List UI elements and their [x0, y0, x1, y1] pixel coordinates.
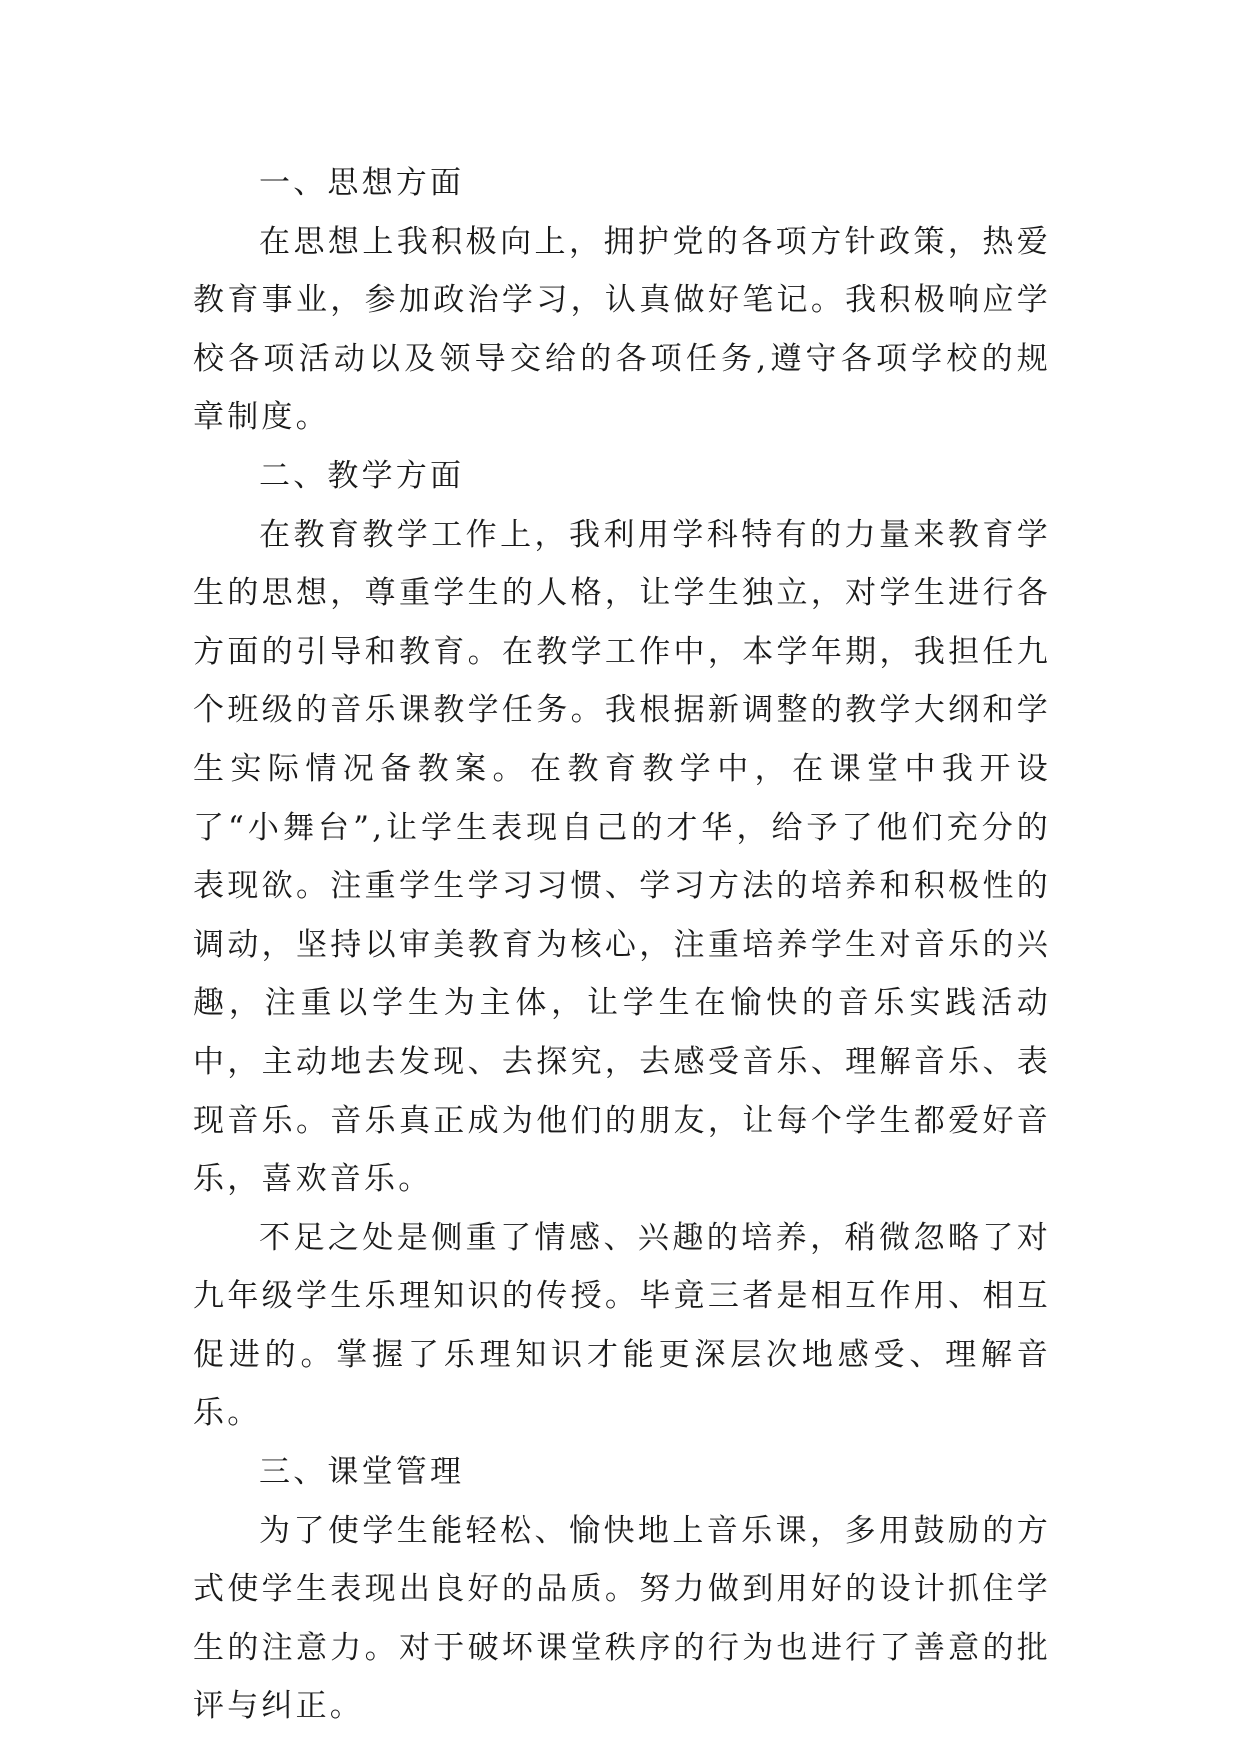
paragraph-teaching-shortcomings: 不足之处是侧重了情感、兴趣的培养，稍微忽略了对九年级学生乐理知识的传授。毕竟三者是相互作用、相互促进的。掌握了乐理知识才能更深层次地感受、理解音乐。: [193, 1219, 1051, 1432]
paragraph-thought: 在思想上我积极向上，拥护党的各项方针政策，热爱教育事业，参加政治学习，认真做好笔记。我积极响应学校各项活动以及领导交给的各项任务,遵守各项学校的规章制度。: [193, 223, 1051, 436]
document-body: [193, 154, 1051, 1736]
paragraph-classroom: 为了使学生能轻松、愉快地上音乐课，多用鼓励的方式使学生表现出良好的品质。努力做到用好的设计抓住学生的注意力。对于破坏课堂秩序的行为也进行了善意的批评与纠正。: [193, 1512, 1051, 1725]
paragraph-teaching: 在教育教学工作上，我利用学科特有的力量来教育学生的思想，尊重学生的人格，让学生独立，对学生进行各方面的引导和教育。在教学工作中，本学年期，我担任九个班级的音乐课教学任务。我根据新调整的教学大纲和学生实际情况备教案。在教育教学中，在课堂中我开设了“小舞台”,让学生表现自己的才华，给予了他们充分的表现欲。注重学生学习习惯、学习方法的培养和积极性的调动，坚持以审美教育为核心，注重培养学生对音乐的兴趣，注重以学生为主体，让学生在愉快的音乐实践活动中，主动地去发现、去探究，去感受音乐、理解音乐、表现音乐。音乐真正成为他们的朋友，让每个学生都爱好音乐，喜欢音乐。: [193, 516, 1051, 1198]
section-heading-classroom: 三、课堂管理: [259, 1454, 465, 1491]
section-heading-thought: 一、思想方面: [259, 165, 465, 201]
section-heading-teaching: 二、教学方面: [259, 457, 465, 494]
